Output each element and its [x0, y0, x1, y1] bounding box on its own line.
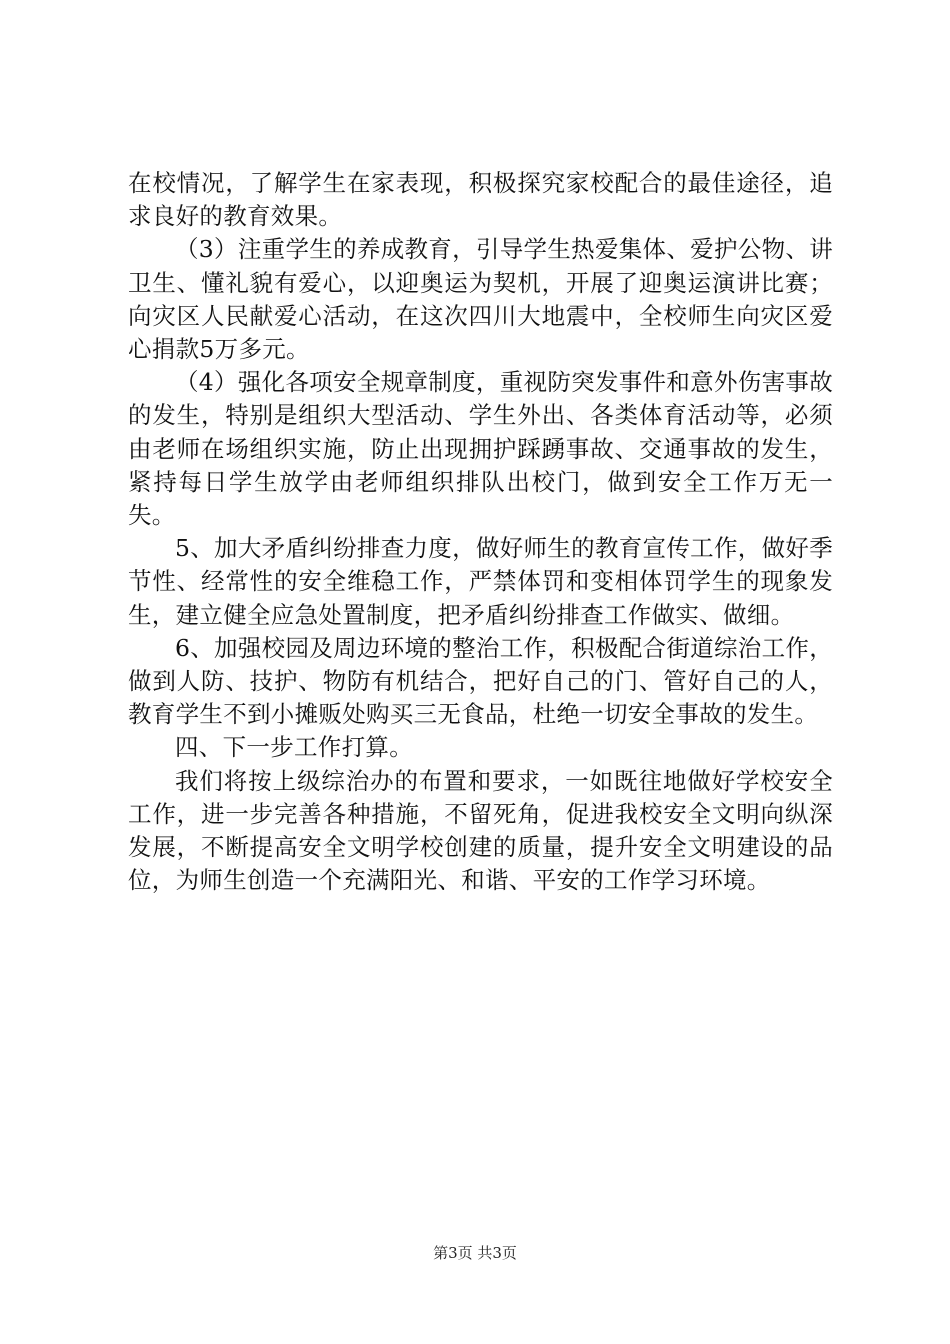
paragraph-section-5: 5、加大矛盾纠纷排查力度，做好师生的教育宣传工作，做好季节性、经常性的安全维稳工作，严禁体罚和变相体罚学生的现象发生，建立健全应急处置制度，把矛盾纠纷排查工作做实、做细。: [128, 534, 833, 629]
section-heading-next-steps: 四、下一步工作打算。: [175, 733, 413, 762]
paragraph-section-6: 6、加强校园及周边环境的整治工作，积极配合街道综治工作，做到人防、技护、物防有机结合，把好自己的门、管好自己的人，教育学生不到小摊贩处购买三无食品，杜绝一切安全事故的发生。: [128, 633, 833, 729]
page-footer: 第3页 共3页: [433, 1244, 517, 1262]
document-body: [128, 167, 833, 897]
paragraph-item-4: （4）强化各项安全规章制度，重视防突发事件和意外伤害事故的发生，特别是组织大型活动、学生外出、各类体育活动等，必须由老师在场组织实施，防止出现拥护踩踴事故、交通事故的发生，紧持每日学生放学由老师组织排队出校门，做到安全工作万无一失。: [128, 368, 833, 530]
paragraph-next-steps: 我们将按上级综治办的布置和要求，一如既往地做好学校安全工作，进一步完善各种措施，不留死角，促进我校安全文明向纵深发展，不断提高安全文明学校创建的质量，提升安全文明建设的品位，为师生创造一个充满阳光、和谐、平安的工作学习环境。: [128, 766, 833, 895]
paragraph-continuation: 在校情况，了解学生在家表现，积极探究家校配合的最佳途径，追求良好的教育效果。: [128, 169, 833, 231]
paragraph-item-3: （3）注重学生的养成教育，引导学生热爱集体、爱护公物、讲卫生、懂礼貌有爱心，以迎奥运为契机，开展了迎奥运演讲比赛；向灾区人民献爱心活动，在这次四川大地震中，全校师生向灾区爱心捐款5万多元。: [128, 235, 833, 364]
